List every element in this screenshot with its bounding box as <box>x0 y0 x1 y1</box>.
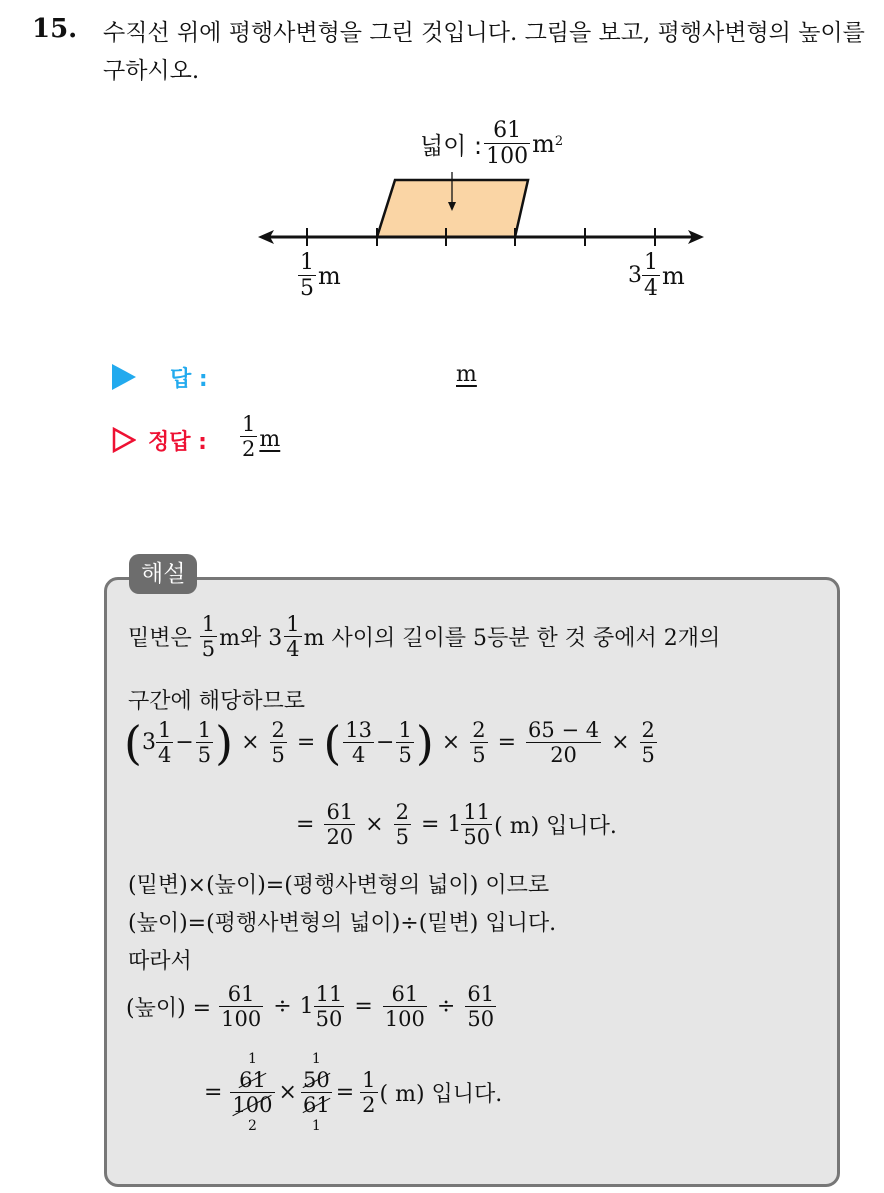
numerator: 1 <box>197 718 212 742</box>
left-numerator: 1 <box>300 250 314 275</box>
struck-value: 61 <box>239 1068 266 1092</box>
denominator: 2 <box>362 1093 376 1118</box>
open-paren: ( <box>124 715 142 770</box>
fraction <box>360 1068 377 1117</box>
struck-value: 61 <box>302 1093 330 1118</box>
numerator: 1 <box>286 612 300 636</box>
right-whole: 3 <box>628 263 642 289</box>
explanation-line-6: (높이)=(평행사변형의 넓이)÷(밑변) 입니다. <box>128 911 557 936</box>
fraction <box>200 612 217 661</box>
fraction <box>219 982 263 1031</box>
explanation-line-2: 구간에 해당하므로 <box>128 689 306 714</box>
right-fraction <box>642 250 660 302</box>
play-outline-icon <box>112 427 136 453</box>
explanation-line-7: 따라서 <box>128 949 192 974</box>
explanation-tag: 해설 <box>129 554 197 594</box>
operator: − <box>376 730 395 756</box>
denominator: 50 <box>467 1007 495 1032</box>
fraction <box>230 1068 274 1117</box>
left-unit: m <box>318 261 341 290</box>
fraction <box>640 718 657 767</box>
operator: = <box>497 730 517 756</box>
numerator: 2 <box>641 718 655 742</box>
denominator: 5 <box>398 743 412 768</box>
text-segment: ( m) 입니다. <box>494 814 617 840</box>
area-label-text: 넓이 : <box>420 132 483 161</box>
right-point-label <box>628 250 685 302</box>
denominator: 4 <box>286 637 300 662</box>
explanation-line-5: (밑변)×(높이)=(평행사변형의 넓이) 이므로 <box>128 873 550 898</box>
numerator: 11 <box>315 982 343 1006</box>
operator: − <box>175 730 194 756</box>
cancelled-fraction <box>230 1052 274 1133</box>
struck-value: 100 <box>232 1093 273 1118</box>
cancel-result: 2 <box>248 1118 257 1135</box>
answer-row <box>112 357 208 397</box>
fraction <box>470 718 487 767</box>
operator: × <box>365 812 384 838</box>
denominator: 100 <box>221 1007 262 1032</box>
fraction <box>396 718 413 767</box>
denominator: 20 <box>326 825 354 850</box>
correct-denominator: 2 <box>242 437 256 462</box>
denominator: 5 <box>197 743 212 768</box>
left-denominator: 5 <box>300 276 314 302</box>
left-fraction <box>298 250 316 302</box>
denominator <box>301 1093 332 1117</box>
correct-fraction <box>240 412 257 461</box>
whole-number: 3 <box>141 730 156 756</box>
denominator: 5 <box>395 825 409 850</box>
cancel-result: 1 <box>311 1118 321 1135</box>
numerator: 11 <box>463 800 491 824</box>
fraction <box>301 1068 332 1117</box>
operator: = <box>204 1080 223 1106</box>
fraction <box>314 982 345 1031</box>
numerator: 2 <box>395 800 409 824</box>
fraction <box>343 718 374 767</box>
numerator: 61 <box>219 982 263 1007</box>
explanation-line-9 <box>196 1052 502 1133</box>
area-exponent: 2 <box>554 134 564 149</box>
denominator: 50 <box>463 825 491 850</box>
area-unit: m <box>532 129 555 158</box>
denominator <box>230 1093 274 1117</box>
whole-number: 1 <box>299 994 314 1020</box>
numerator: 65 − 4 <box>528 718 600 742</box>
denominator: 5 <box>472 743 486 768</box>
fraction <box>324 800 355 849</box>
area-denominator: 100 <box>486 144 529 170</box>
right-numerator: 1 <box>644 250 658 275</box>
numerator: 61 <box>467 982 495 1006</box>
area-fraction <box>484 118 530 170</box>
text-segment: m 사이의 길이를 5등분 한 것 중에서 2개의 <box>303 626 721 652</box>
numerator: 61 <box>383 982 427 1007</box>
whole-number: 1 <box>447 812 462 838</box>
denominator: 5 <box>641 743 655 768</box>
numerator: 13 <box>345 718 373 742</box>
operator: = <box>335 1080 355 1106</box>
explanation-line-1 <box>128 612 720 661</box>
numerator: 2 <box>271 718 285 742</box>
fraction <box>461 800 492 849</box>
correct-answer-row <box>112 420 207 460</box>
explanation-line-4 <box>288 800 617 849</box>
numerator: 1 <box>362 1068 376 1092</box>
operator: = <box>354 994 373 1020</box>
numerator: 2 <box>472 718 486 742</box>
operator: × <box>241 730 260 756</box>
denominator: 4 <box>157 743 172 768</box>
question-text: 수직선 위에 평행사변형을 그린 것입니다. 그림을 보고, 평행사변형의 높이를 구하시오. <box>103 20 865 84</box>
area-label <box>420 118 563 170</box>
left-point-label <box>296 250 341 302</box>
fraction <box>284 612 301 661</box>
cancel-result: 1 <box>311 1051 321 1067</box>
right-denominator: 4 <box>644 276 658 302</box>
numerator <box>301 1068 332 1093</box>
open-paren: ( <box>323 715 342 770</box>
denominator: 5 <box>201 637 216 662</box>
correct-unit: m <box>259 427 281 453</box>
text-segment: ( m) 입니다. <box>379 1082 503 1108</box>
numerator <box>230 1068 274 1093</box>
operator: ÷ <box>436 994 456 1020</box>
text-segment: (높이) = <box>126 996 212 1022</box>
correct-numerator: 1 <box>242 412 256 436</box>
correct-answer-value <box>238 412 280 461</box>
fraction <box>526 718 601 767</box>
cancel-result: 1 <box>248 1051 257 1067</box>
numerator: 1 <box>157 718 172 742</box>
explanation-line-3 <box>124 715 659 770</box>
answer-unit: m <box>456 362 477 387</box>
operator: = <box>296 730 316 756</box>
operator: × <box>611 730 630 756</box>
text-segment: m와 3 <box>219 626 283 652</box>
correct-answer-label: 정답 : <box>148 429 207 455</box>
numerator: 1 <box>398 718 412 742</box>
close-paren: ) <box>215 715 234 770</box>
numerator: 61 <box>326 800 354 824</box>
struck-value: 50 <box>302 1068 330 1092</box>
fraction <box>465 982 496 1031</box>
text-segment: 밑변은 <box>128 626 192 652</box>
operator: × <box>278 1080 297 1106</box>
play-icon <box>112 364 136 390</box>
numerator: 1 <box>201 612 216 636</box>
fraction <box>394 800 411 849</box>
fraction <box>270 718 287 767</box>
operator: = <box>296 812 315 838</box>
fraction <box>196 718 213 767</box>
area-numerator: 61 <box>484 118 530 144</box>
denominator: 5 <box>271 743 285 768</box>
fraction <box>156 718 173 767</box>
denominator: 50 <box>315 1007 343 1032</box>
denominator: 4 <box>351 743 366 768</box>
right-unit: m <box>662 261 685 290</box>
denominator: 100 <box>384 1007 425 1032</box>
close-paren: ) <box>415 715 434 770</box>
question-number: 15. <box>32 14 78 44</box>
explanation-line-8 <box>126 982 498 1031</box>
cancelled-fraction <box>301 1052 332 1133</box>
fraction <box>383 982 427 1031</box>
denominator: 20 <box>550 743 577 768</box>
operator: × <box>441 730 461 756</box>
operator: = <box>420 812 440 838</box>
answer-label: 답 : <box>170 366 208 392</box>
operator: ÷ <box>273 994 292 1020</box>
